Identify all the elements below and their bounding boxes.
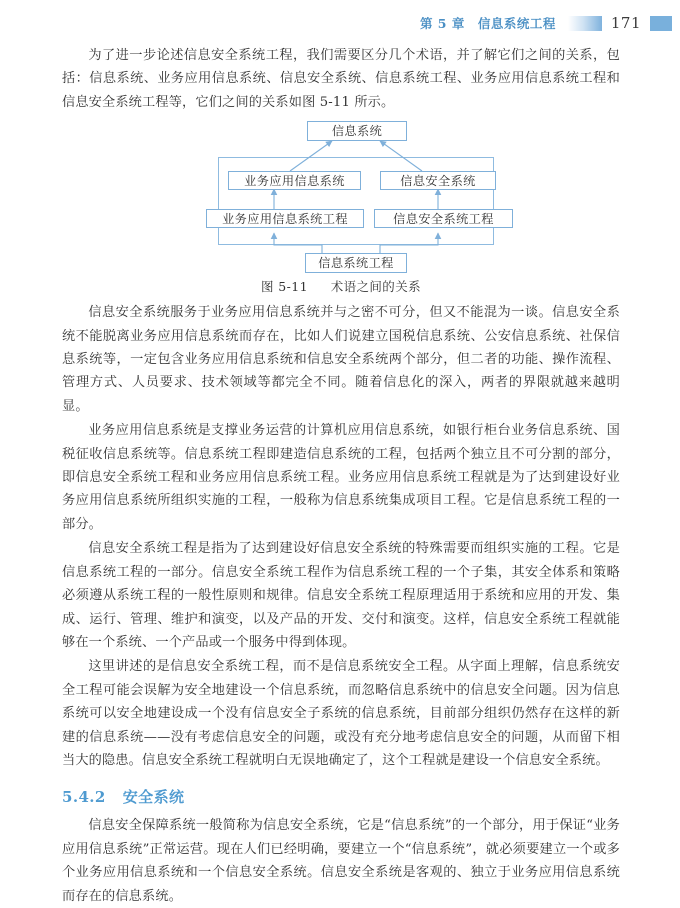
page-number: 171 — [610, 14, 641, 32]
paragraph-5: 这里讲述的是信息安全系统工程，而不是信息系统安全工程。从字面上理解，信息系统安全工程可能会误解为安全地建设一个信息系统，而忽略信息系统中的信息安全问题。因为信息系统可以安全地建设成一个没有信息安全子系统的信息系统，目前部分组织仍然存在这样的新建的信息系统——没有考虑信息安全的问题，或没有充分地考虑信息安全的问题，从而留下相当大的隐患。信息安全系统工程就明白无误地确定了，这个工程就是建设一个信息安全系统。 — [62, 659, 620, 768]
section-title: 安全系统 — [122, 788, 185, 807]
header-color-swatch — [650, 16, 672, 31]
page-content — [62, 44, 620, 908]
page-header — [0, 10, 680, 36]
header-gradient-bar — [568, 16, 602, 31]
header-chapter-title: 第 5 章 信息系统工程 — [419, 16, 556, 31]
diagram-node-information-system: 信息系统 — [307, 121, 407, 141]
figure-caption-label: 图 5-11 — [260, 279, 308, 295]
diagram-node-information-security-system: 信息安全系统 — [380, 171, 496, 190]
paragraph-4: 信息安全系统工程是指为了达到建设好信息安全系统的特殊需要而组织实施的工程。它是信息系统工程的一部分。信息安全系统工程作为信息系统工程的一个子集，其安全体系和策略必须遵从系统工程的一般性原则和规律。信息安全系统工程原理适用于系统和应用的开发、集成、运行、管理、维护和演变，以及产品的开发、交付和演变。这样，信息安全系统工程就能够在一个系统、一个产品或一个服务中得到体现。 — [62, 541, 620, 650]
section-heading-5-4-2 — [62, 786, 620, 807]
section-number: 5.4.2 — [62, 788, 106, 807]
paragraph-1: 为了进一步论述信息安全系统工程，我们需要区分几个术语，并了解它们之间的关系，包括：信息系统、业务应用信息系统、信息安全系统、信息系统工程、业务应用信息系统工程和信息安全系统工程等，它们之间的关系如图 5-11 所示。 — [62, 48, 620, 110]
figure-caption — [62, 277, 620, 295]
terminology-relationship-diagram — [62, 121, 620, 279]
paragraph-2: 信息安全系统服务于业务应用信息系统并与之密不可分，但又不能混为一谈。信息安全系统不能脱离业务应用信息系统而存在，比如人们说建立国税信息系统、公安信息系统、社保信息系统等，一定包含业务应用信息系统和信息安全系统两个部分，但二者的功能、操作流程、管理方式、人员要求、技术领域等都完全不同。随着信息化的深入，两者的界限就越来越明显。 — [62, 305, 620, 414]
paragraph-3: 业务应用信息系统是支撑业务运营的计算机应用信息系统，如银行柜台业务信息系统、国税征收信息系统等。信息系统工程即建造信息系统的工程，包括两个独立且不可分割的部分，即信息安全系统工程和业务应用信息系统工程。业务应用信息系统工程就是为了达到建设好业务应用信息系统所组织实施的工程，一般称为信息系统集成项目工程。它是信息系统工程的一部分。 — [62, 423, 620, 532]
figure-5-11 — [62, 121, 620, 299]
diagram-node-business-application-information-system-engineering: 业务应用信息系统工程 — [206, 209, 364, 228]
diagram-node-information-security-system-engineering: 信息安全系统工程 — [374, 209, 513, 228]
diagram-node-business-application-information-system: 业务应用信息系统 — [228, 171, 361, 190]
diagram-node-information-system-engineering: 信息系统工程 — [305, 253, 407, 273]
paragraph-6: 信息安全保障系统一般简称为信息安全系统，它是“信息系统”的一个部分，用于保证“业务应用信息系统”正常运营。现在人们已经明确，要建立一个“信息系统”，就必须要建立一个或多个业务应用信息系统和一个信息安全系统。信息安全系统是客观的、独立于业务应用信息系统而存在的信息系统。 — [62, 818, 620, 904]
figure-caption-title: 术语之间的关系 — [330, 279, 422, 295]
